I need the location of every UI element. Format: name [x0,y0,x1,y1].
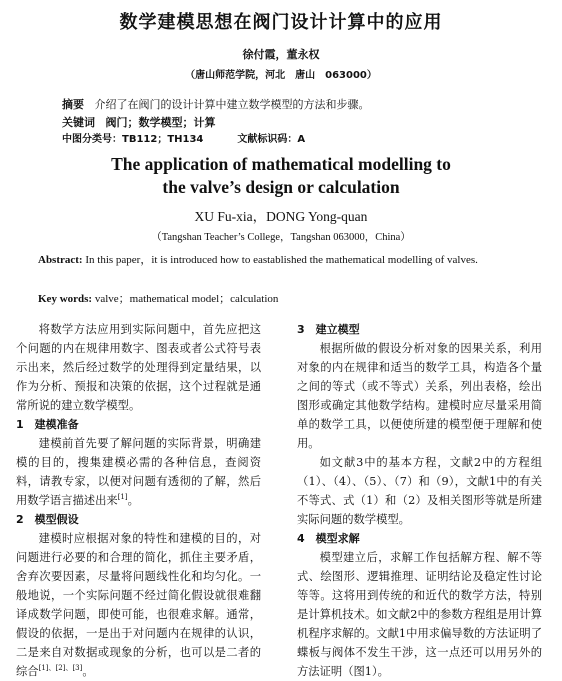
section-2-heading: 2 模型假设 [16,513,79,526]
keywords-cn [62,114,532,130]
paper-title-en-line1: The application of mathematical modelling to [111,154,451,174]
paper-title-cn: 数学建模思想在阀门设计计算中的应用 [119,12,443,33]
section-2-text: 建模时应根据对象的特性和建模的目的，对问题进行必要的和合理的简化，抓住主要矛盾，舍弃次要因素，尽量将问题线性化和均匀化。一般地说，一个实际问题不经过简化假设就很难翻译成数学问题，即使可能，也很难求解。通常，假设的依据，一是出于对问题内在规律的认识，二是来自对数据或现象的分析，也可以是二者的综合 [16,532,261,678]
section-2-paragraph [16,529,261,681]
section-3-paragraph-2: 如文献3中的基本方程，文献2中的方程组（1）、（4）、（5）、（7）和（9），文献1中的有关不等式、式（1）和（2）及相关图形等就是所建实际问题的数学模型。 [297,456,542,526]
section-4-paragraph: 模型建立后，求解工作包括解方程、解不等式、绘图形、逻辑推理、证明结论及稳定性讨论等等。这将用到传统的和近代的数学方法，特别是计算机技术。如文献2中的参数方程组是用计算机程序求解的。文献1中用求偏导数的方法证明了蝶板与阀体不发生干涉，这一点还可以用另外的方法证明（图1）。 [297,551,542,678]
abstract-en [38,252,532,268]
abstract-cn [62,96,532,112]
section-1-paragraph [16,434,261,510]
section-1-heading: 1 建模准备 [16,418,79,431]
keywords-cn-text: 阀门；数学模型；计算 [105,116,216,129]
citation: [1]、[2]、[3] [38,664,83,673]
classification-line [62,130,532,145]
paper-title-en-line2: the valve’s design or calculation [162,177,400,197]
authors-en: XU Fu-xia，DONG Yong-quan [194,209,368,224]
abstract-en-label: Abstract: [38,254,83,266]
clc-label: 中图分类号： [62,134,122,145]
section-1-end: 。 [127,494,139,507]
authors-cn: 徐付霞，董永权 [242,48,320,61]
section-3-paragraph-1: 根据所做的假设分析对象的因果关系，利用对象的内在规律和适当的数学工具，构造各个量之间的等式（或不等式）关系，列出表格，绘出图形或确定其他数学结构。建模时应尽量采用简单的数学工具，以便使所建的模型便于理解和使用。 [297,342,542,450]
keywords-en [38,290,532,306]
body-column-left [16,320,261,681]
abstract-cn-label: 摘要 [62,98,84,111]
keywords-en-text: valve；mathematical model；calculation [94,293,279,305]
section-1-text: 建模前首先要了解问题的实际背景，明确建模的目的，搜集建模必需的各种信息，查阅资料，请教专家，以便对问题有透彻的了解，然后用数学语言描述出来 [16,437,261,507]
keywords-cn-label: 关键词 [62,116,95,129]
doc-code-label: 文献标识码： [237,134,298,145]
clc-value: TB112；TH134 [122,134,204,145]
citation: [1] [117,493,128,502]
keywords-en-label: Key words: [38,293,93,305]
section-3-heading: 3 建立模型 [297,323,360,336]
abstract-cn-text: 介绍了在阀门的设计计算中建立数学模型的方法和步骤。 [94,98,370,111]
affiliation-en: （Tangshan Teacher’s College，Tangshan 063000，China） [151,232,411,243]
affiliation-cn: （唐山师范学院，河北 唐山 063000） [185,70,377,81]
body-column-right [297,320,542,681]
doc-code-value: A [297,134,306,145]
intro-paragraph: 将数学方法应用到实际问题中，首先应把这个问题的内在规律用数字、图表或者公式符号表示出来，然后经过数学的处理得到定量结果，以作为分析、预报和决策的依据，这个过程就是通常所说的建立数学模型。 [16,323,261,412]
section-2-end: 。 [82,665,94,678]
abstract-en-text: In this paper，it is introduced how to eastablished the mathematical modelling of valves. [85,254,478,266]
section-4-heading: 4 模型求解 [297,532,360,545]
